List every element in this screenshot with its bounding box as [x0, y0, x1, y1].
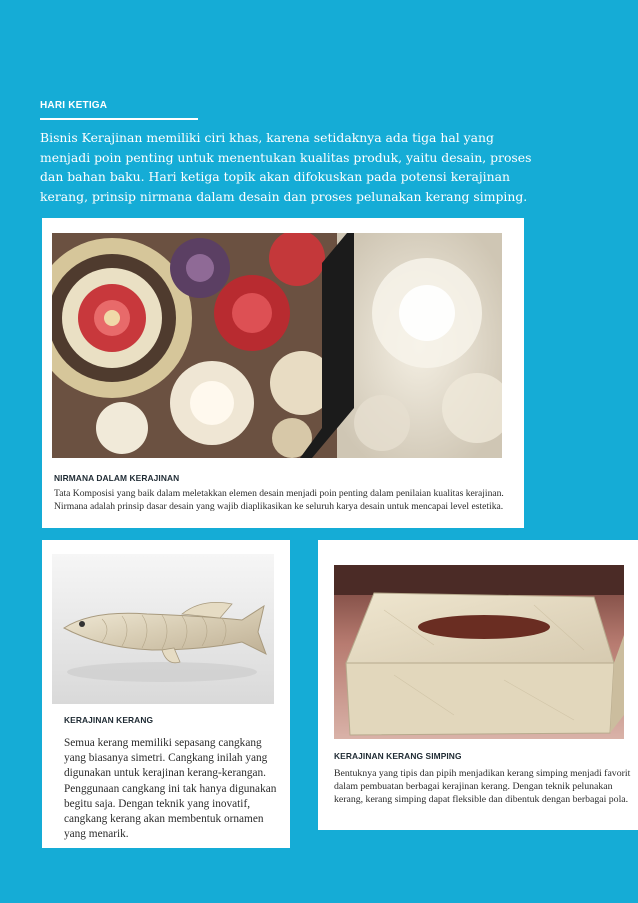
card-kerajinan-kerang — [42, 540, 290, 848]
card-title: KERAJINAN KERANG SIMPING — [334, 751, 462, 761]
card-title: NIRMANA DALAM KERAJINAN — [54, 473, 180, 483]
shell-mosaic-photo — [52, 233, 502, 458]
shell-fish-ornament-photo — [52, 554, 274, 704]
card-kerang-simping — [318, 540, 638, 830]
intro-paragraph: Bisnis Kerajinan memiliki ciri khas, karena setidaknya ada tiga hal yang menjadi poin penting untuk menentukan kualitas produk, yaitu desain, proses dan bahan baku. Hari ketiga topik akan difokuskan pada potensi kerajinan kerang, prinsip nirmana dalam desain dan proses pelunakan kerang simping. — [40, 130, 532, 204]
section-tag: HARI KETIGA — [40, 100, 108, 111]
section-divider — [40, 118, 198, 120]
card-text: Semua kerang memiliki sepasang cangkang yang biasanya simetri. Cangkang inilah yang digunakan untuk kerajinan kerang-kerangan. Penggunaan cangkang ini tak hanya digunakan begitu saja. Dengan teknik yang inovatif, cangkang kerang akan membentuk ornamen yang menarik. — [64, 737, 277, 841]
card-nirmana — [42, 218, 524, 528]
card-text: Bentuknya yang tipis dan pipih menjadikan kerang simping menjadi favorit dalam pembuatan berbagai kerajinan kerang. Dengan teknik pelunakan kerang, kerang simping dapat fleksible dan dibentuk dengan berbagai pola. — [334, 768, 631, 806]
tissue-box-photo — [334, 565, 624, 739]
card-title: KERAJINAN KERANG — [64, 715, 154, 725]
card-text: Tata Komposisi yang baik dalam meletakkan elemen desain menjadi poin penting dalam penilaian kualitas kerajinan. Nirmana adalah prinsip dasar desain yang wajib diaplikasikan ke seluruh karya desain untuk mencapai level estetika. — [54, 488, 504, 512]
